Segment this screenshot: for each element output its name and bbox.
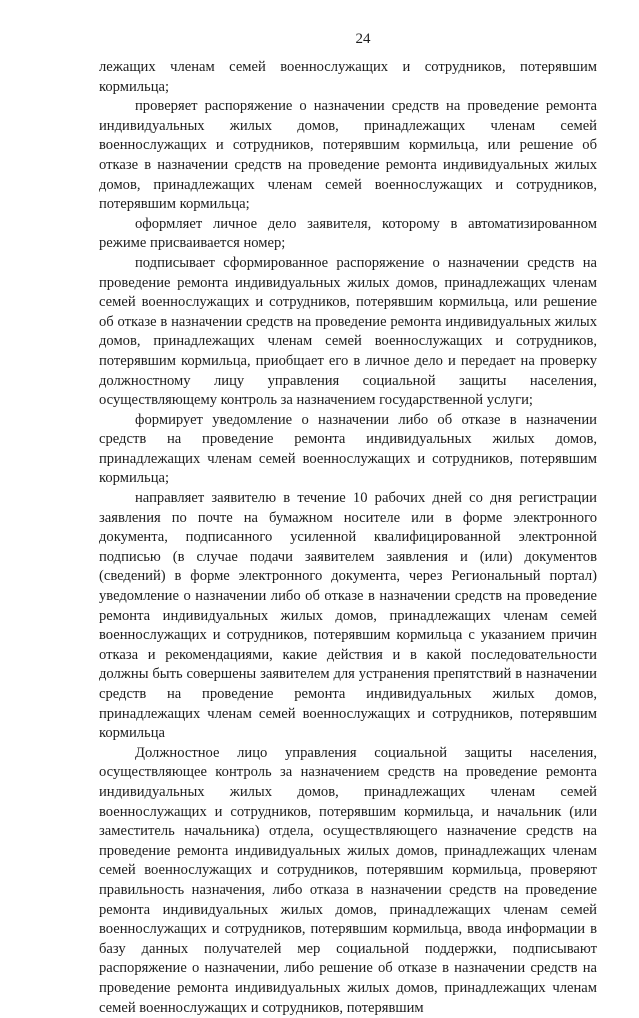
paragraph-personal-file: оформляет личное дело заявителя, которому в автоматизированном режиме присваивается номер; [99,215,597,252]
page-number: 24 [355,31,371,47]
paragraph-official-control: Должностное лицо управления социальной защиты населения, осуществляющее контроль за назначением средств на проведение ремонта индивидуальных жилых домов, принадлежащих членам семей военнослужащих и сотрудников, потерявшим кормильца, и начальник (или заместитель начальника) отдела, осуществляющего назначение средств на проведение ремонта индивидуальных жилых домов, принадлежащих членам семей военнослужащих и сотрудников, потерявшим кормильца, проверяют правильность назначения, либо отказа в назначении средств на проведение ремонта индивидуальных жилых домов, принадлежащих членам семей военнослужащих и сотрудников, потерявшим кормильца, ввода информации в базу данных получателей мер социальной поддержки, подписывают распоряжение о назначении, либо решение об отказе в назначении средств на проведение ремонта индивидуальных жилых домов, принадлежащих членам семей военнослужащих и сотрудников, потерявшим [99,744,597,1016]
paragraph-sends-notice: направляет заявителю в течение 10 рабочих дней со дня регистрации заявления по почте на бумажном носителе или в форме электронного документа, подписанного усиленной квалифицированной электронной подписью (в случае подачи заявителем заявления и (или) документов (сведений) в форме электронного документа, через Региональный портал) уведомление о назначении либо об отказе в назначении средств на проведение ремонта индивидуальных жилых домов, принадлежащих членам семей военнослужащих и сотрудников, потерявшим кормильца с указанием причин отказа и рекомендациями, какие действия и в какой последовательности должны быть совершены заявителем для устранения препятствий в назначении средств на проведение ремонта индивидуальных жилых домов, принадлежащих членам семей военнослужащих и сотрудников, потерявшим кормильца [99,490,597,742]
paragraph-checks-order: проверяет распоряжение о назначении средств на проведение ремонта индивидуальных жилых домов, принадлежащих членам семей военнослужащих и сотрудников, потерявшим кормильца, или решение об отказе в назначении средств на проведение ремонта индивидуальных жилых домов, принадлежащих членам семей военнослужащих и сотрудников, потерявшим кормильца; [99,98,597,213]
paragraph-forms-notice: формирует уведомление о назначении либо об отказе в назначении средств на проведение ремонта индивидуальных жилых домов, принадлежащих членам семей военнослужащих и сотрудников, потерявшим кормильца; [99,411,597,487]
body-text [99,58,597,1018]
paragraph-signs-order: подписывает сформированное распоряжение о назначении средств на проведение ремонта индивидуальных жилых домов, принадлежащих членам семей военнослужащих и сотрудников, потерявшим кормильца, или решение об отказе в назначении средств на проведение ремонта индивидуальных жилых домов, принадлежащих членам семей военнослужащих и сотрудников, потерявшим кормильца, приобщает его в личное дело и передает на проверку должностному лицу управления социальной защиты населения, осуществляющему контроль за назначением государственной услуги; [99,254,597,409]
paragraph-continuation: лежащих членам семей военнослужащих и сотрудников, потерявшим кормильца; [99,59,597,95]
